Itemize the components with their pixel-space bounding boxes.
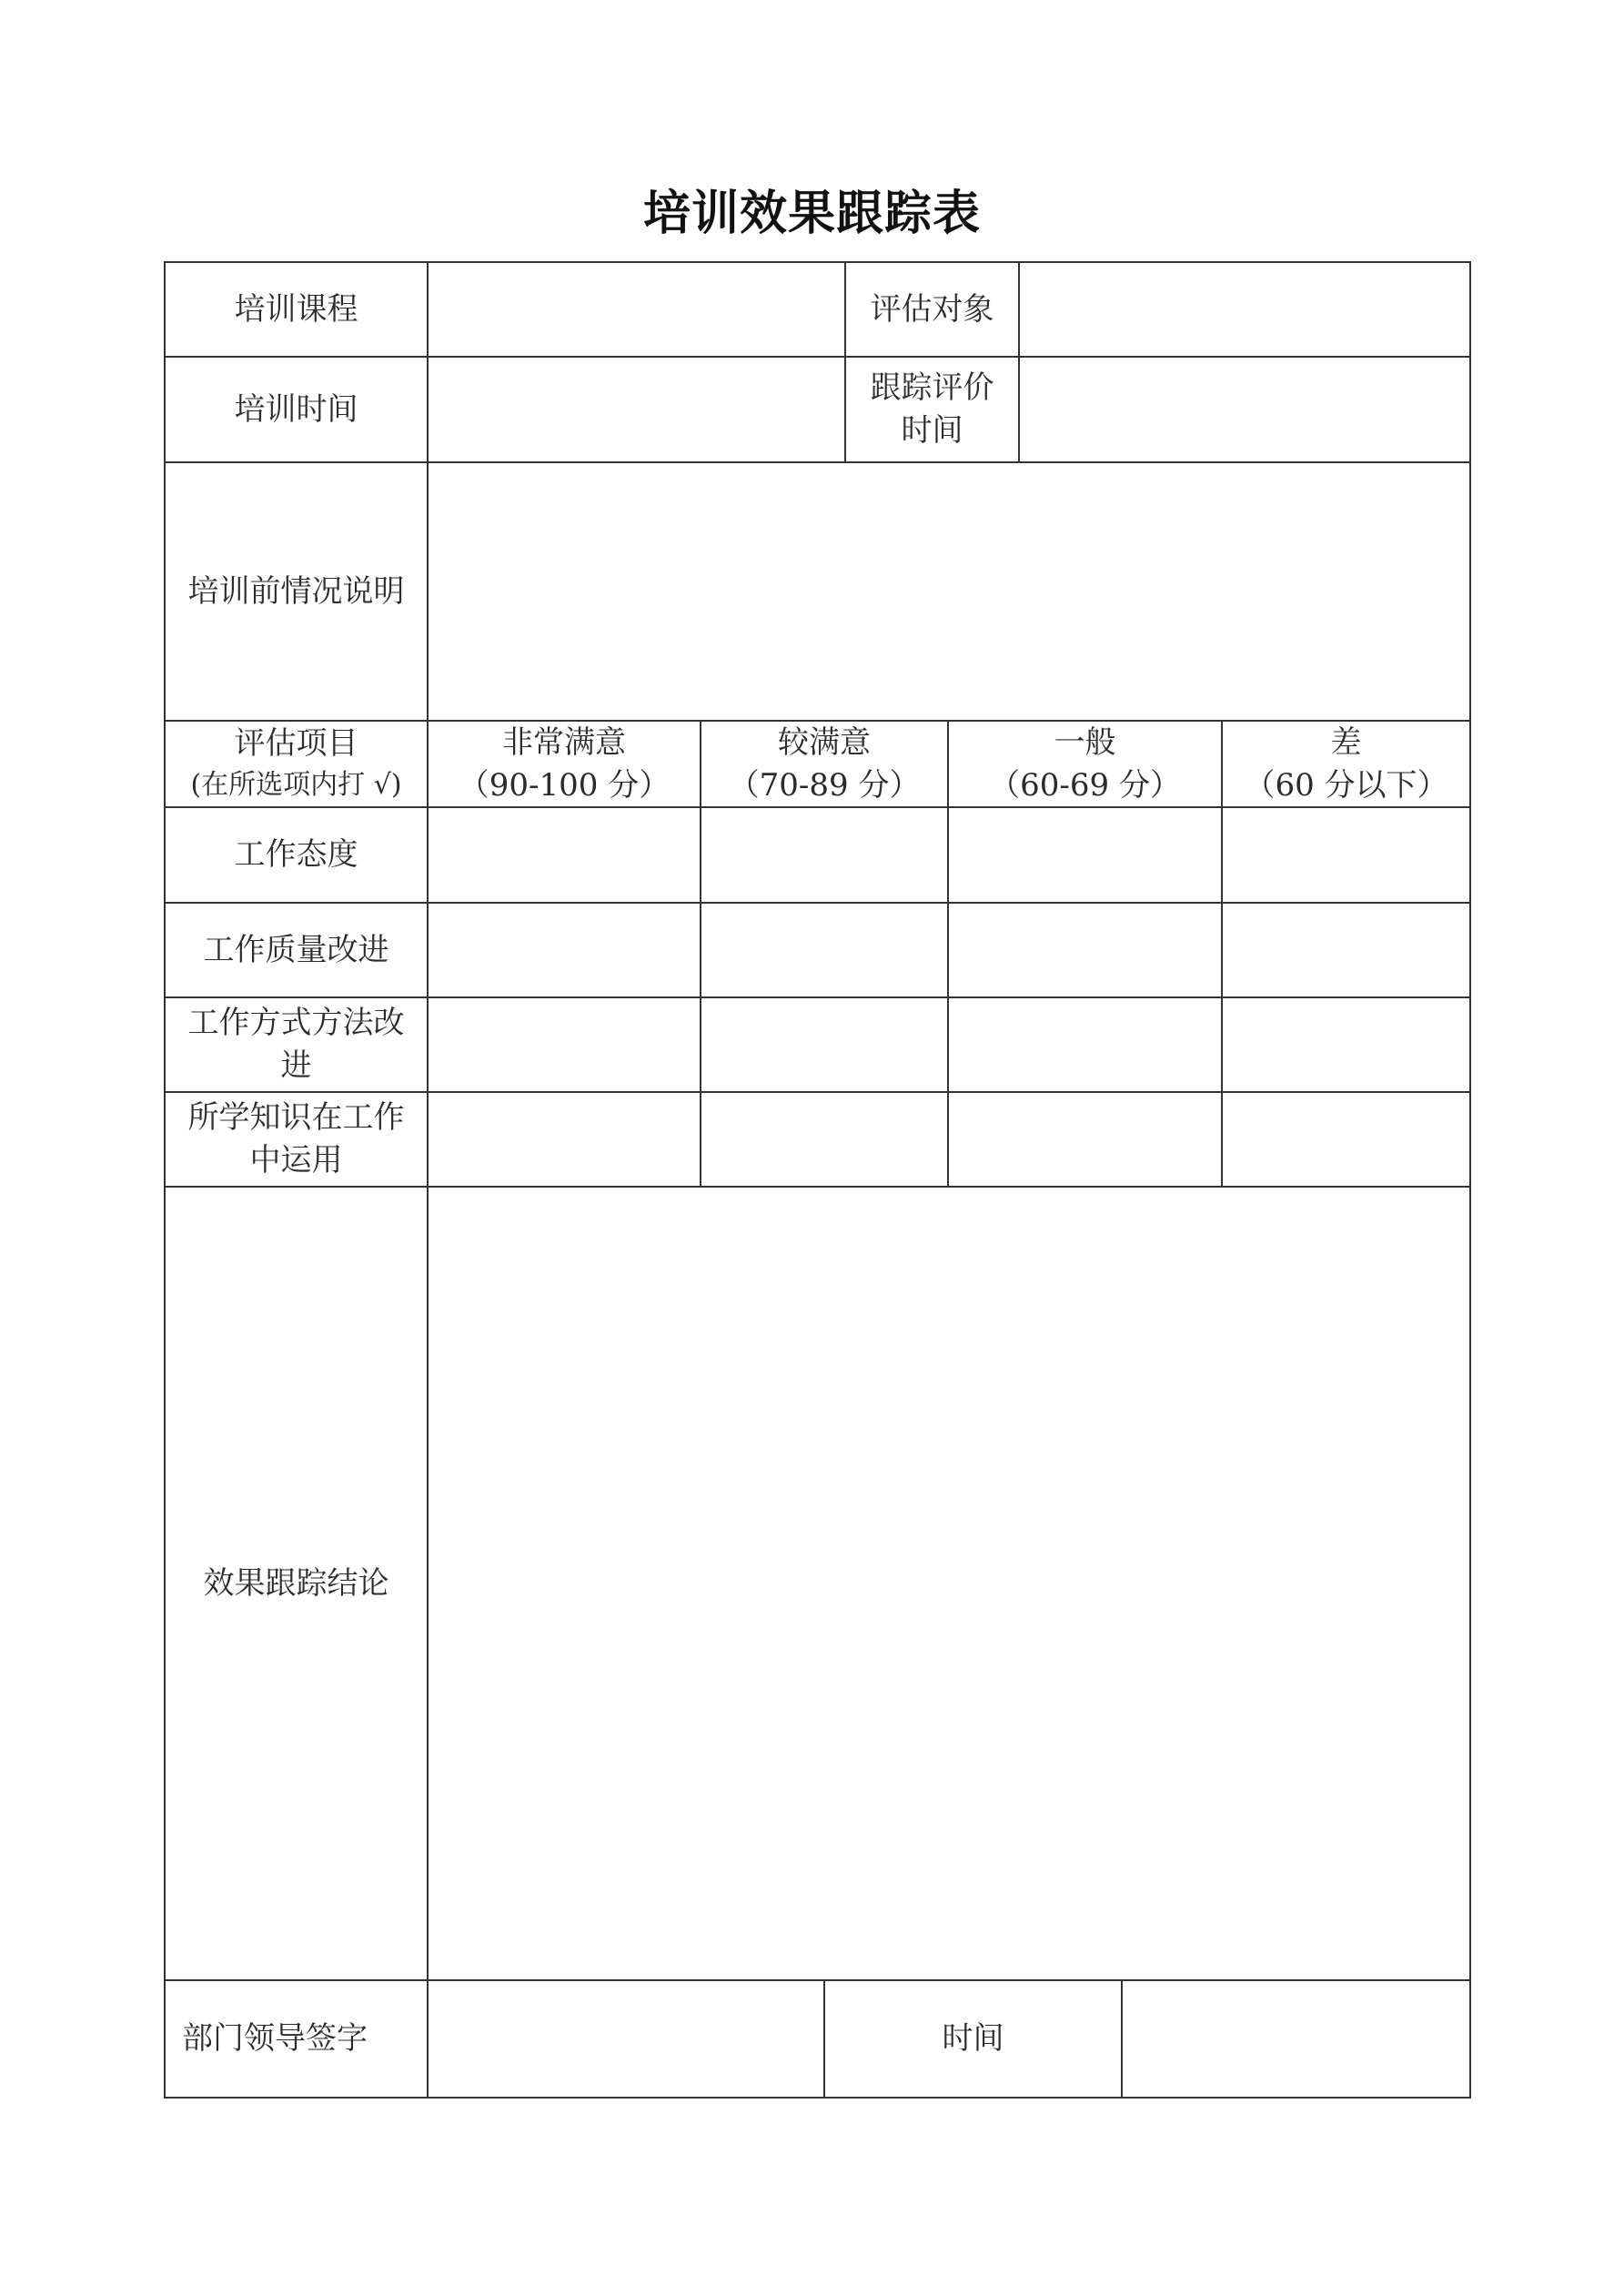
- rating-cell[interactable]: [1223, 808, 1469, 902]
- conclusion-field[interactable]: [429, 1188, 1469, 1979]
- rating-cell[interactable]: [701, 998, 947, 1091]
- rating-cell[interactable]: [949, 904, 1221, 996]
- level-range: （90-100 分）: [458, 766, 671, 804]
- rating-cell[interactable]: [701, 1093, 947, 1186]
- page-title: 培训效果跟踪表: [642, 186, 981, 241]
- evaluation-item-label-cont: 中运用: [249, 1142, 343, 1178]
- level-name: 较满意: [778, 723, 871, 761]
- tracking-time-label-line2: 时间: [901, 412, 963, 449]
- target-label: 评估对象: [870, 290, 994, 328]
- evaluation-item-work-attitude: [166, 808, 427, 902]
- level-name: 一般: [1054, 723, 1116, 761]
- evaluation-item-method-improvement: [166, 998, 427, 1091]
- sign-time-field[interactable]: [1123, 1981, 1469, 2097]
- evaluation-header: [166, 722, 427, 806]
- conclusion-label: 效果跟踪结论: [203, 1564, 389, 1602]
- training-time-field[interactable]: [429, 358, 844, 461]
- rating-cell[interactable]: [1223, 998, 1469, 1091]
- level-header-poor: [1223, 722, 1469, 806]
- sign-time-label: 时间: [942, 2020, 1004, 2057]
- rating-cell[interactable]: [949, 998, 1221, 1091]
- rating-cell[interactable]: [429, 904, 700, 996]
- evaluation-header-title: 评估项目: [234, 725, 358, 762]
- level-header-satisfied: [701, 722, 947, 806]
- rating-cell[interactable]: [429, 1093, 700, 1186]
- training-time-label: 培训时间: [234, 390, 358, 428]
- rating-cell[interactable]: [1223, 1093, 1469, 1186]
- rating-cell[interactable]: [949, 1093, 1221, 1186]
- level-name: 非常满意: [502, 723, 626, 761]
- evaluation-item-label: 工作方式方法改: [187, 1005, 405, 1041]
- target-field[interactable]: [1020, 263, 1469, 356]
- rating-cell[interactable]: [429, 808, 700, 902]
- level-header-very-satisfied: [429, 722, 700, 806]
- level-name: 差: [1330, 723, 1362, 761]
- evaluation-item-label: 所学知识在工作: [187, 1099, 405, 1136]
- rating-cell[interactable]: [701, 904, 947, 996]
- evaluation-item-label: 工作态度: [234, 836, 358, 873]
- level-range: （70-89 分）: [728, 766, 921, 804]
- level-header-average: [949, 722, 1221, 806]
- table-border-bottom: [164, 2097, 1471, 2099]
- pre-training-label: 培训前情况说明: [187, 572, 405, 610]
- evaluation-item-quality-improvement: [166, 904, 427, 996]
- level-range: （60-69 分）: [989, 766, 1181, 804]
- level-range: （60 分以下）: [1244, 766, 1448, 804]
- leader-signature-label: 部门领导签字: [182, 2020, 368, 2057]
- evaluation-item-knowledge-application: [166, 1093, 427, 1186]
- leader-signature-field[interactable]: [429, 1981, 823, 2097]
- evaluation-item-label: 工作质量改进: [203, 931, 389, 968]
- rating-cell[interactable]: [429, 998, 700, 1091]
- tracking-time-label: [846, 358, 1018, 461]
- rating-cell[interactable]: [1223, 904, 1469, 996]
- tracking-time-field[interactable]: [1020, 358, 1469, 461]
- pre-training-field[interactable]: [429, 463, 1469, 720]
- table-border-right: [1469, 261, 1471, 2099]
- course-label: 培训课程: [234, 290, 358, 328]
- evaluation-item-label-cont: 进: [280, 1047, 312, 1084]
- course-field[interactable]: [429, 263, 844, 356]
- evaluation-header-hint: (在所选项内打 √): [190, 769, 402, 801]
- rating-cell[interactable]: [949, 808, 1221, 902]
- tracking-time-label-line1: 跟踪评价: [870, 369, 994, 406]
- rating-cell[interactable]: [701, 808, 947, 902]
